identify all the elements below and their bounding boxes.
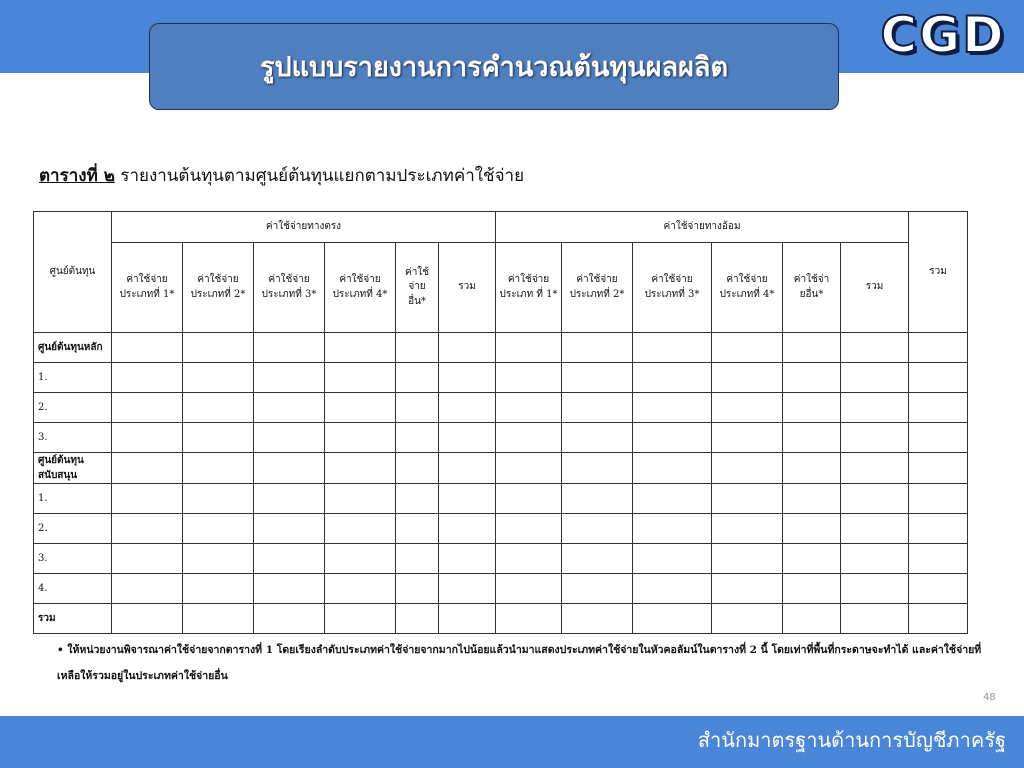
direct-column-header: ค่าใช้ จ่าย อื่น* [396,243,439,333]
table-cell [112,544,183,574]
cgd-logo: CGD [880,6,1006,64]
table-cell [112,393,183,423]
table-cell [841,333,909,363]
row-label: 3. [34,423,112,453]
table-cell [562,363,633,393]
grand-total-header: รวม [909,212,968,333]
table-cell [562,514,633,544]
table-cell [439,453,496,484]
table-cell [254,574,325,604]
table-cell [325,453,396,484]
direct-column-header: ค่าใช้จ่าย ประเภทที่ 4* [325,243,396,333]
table-cell [183,484,254,514]
table-cell [183,393,254,423]
table-cell [633,574,712,604]
table-row [34,453,968,484]
table-cell [496,604,562,634]
table-row [34,604,968,634]
table-cell [783,423,841,453]
table-cell [909,574,968,604]
table-cell [712,453,783,484]
table-cell [112,484,183,514]
table-cell [633,453,712,484]
table-cell [562,423,633,453]
table-caption-label: ตารางที่ ๒ [39,166,115,186]
table-cell [841,363,909,393]
table-cell [496,574,562,604]
table-cell [841,453,909,484]
table-cell [254,333,325,363]
table-cell [841,604,909,634]
table-cell [183,423,254,453]
table-cell [633,393,712,423]
table-cell [496,453,562,484]
table-cell [909,514,968,544]
table-row [34,333,968,363]
table-cell [439,484,496,514]
table-cell [496,363,562,393]
direct-expense-group-header: ค่าใช้จ่ายทางตรง [112,212,496,243]
table-cell [254,423,325,453]
table-cell [325,333,396,363]
table-cell [325,484,396,514]
table-cell [633,333,712,363]
row-label: 4. [34,574,112,604]
table-cell [496,484,562,514]
table-cell [633,544,712,574]
table-cell [396,453,439,484]
table-cell [439,333,496,363]
table-cell [254,544,325,574]
table-cell [562,484,633,514]
table-cell [562,453,633,484]
table-cell [909,604,968,634]
row-label: 2. [34,393,112,423]
row-label: 3. [34,544,112,574]
table-cell [254,393,325,423]
table-cell [562,604,633,634]
table-cell [783,574,841,604]
row-label: ศูนย์ต้นทุนสนับสนุน [34,453,112,484]
table-cell [112,453,183,484]
indirect-column-header: ค่าใช้จ่าย ประเภทที่ 2* [562,243,633,333]
table-row [34,544,968,574]
table-cell [909,393,968,423]
table-cell [325,393,396,423]
table-cell [841,484,909,514]
table-cell [909,333,968,363]
table-row [34,574,968,604]
table-cell [325,604,396,634]
table-cell [439,574,496,604]
table-cell [909,484,968,514]
table-cell [496,544,562,574]
direct-column-header: ค่าใช้จ่าย ประเภทที่ 1* [112,243,183,333]
indirect-column-header: ค่าใช้จ่า ยอื่น* [783,243,841,333]
table-cell [783,333,841,363]
table-cell [712,423,783,453]
table-cell [112,363,183,393]
table-cell [439,423,496,453]
indirect-column-header: ค่าใช้จ่าย ประเภท ที่ 1* [496,243,562,333]
table-row [34,514,968,544]
table-cell [783,453,841,484]
table-cell [396,393,439,423]
table-cell [841,544,909,574]
table-row [34,393,968,423]
table-cell [183,514,254,544]
table-cell [439,514,496,544]
direct-column-header: รวม [439,243,496,333]
table-cell [183,574,254,604]
table-cell [841,423,909,453]
table-cell [112,574,183,604]
table-cell [396,484,439,514]
table-cell [396,333,439,363]
table-cell [712,544,783,574]
table-footnote: • ให้หน่วยงานพิจารณาค่าใช้จ่ายจากตารางที่ 1 โดยเรียงลำดับประเภทค่าใช้จ่ายจากมากไปน้อยแล้วนำมาแสดงประเภทค่าใช้จ่ายในหัวคอลัมน์ในตารางที่ 2 นี้ โดยเท่าที่พื้นที่กระดาษจะทำได้ และค่าใช้จ่ายที่เหลือให้รวมอยู่ในประเภทค่าใช้จ่ายอื่น [57,644,982,682]
table-cell [325,423,396,453]
table-cell [183,604,254,634]
footer-org-name: สำนักมาตรฐานด้านการบัญชีภาครัฐ [697,728,1006,752]
table-cell [783,393,841,423]
table-cell [396,604,439,634]
table-cell [909,544,968,574]
table-cell [783,544,841,574]
table-caption-text: รายงานต้นทุนตามศูนย์ต้นทุนแยกตามประเภทค่าใช้จ่าย [114,166,525,186]
table-cell [562,544,633,574]
table-cell [396,514,439,544]
table-cell [112,423,183,453]
table-cell [254,604,325,634]
cost-report-table [33,211,968,634]
table-cell [112,514,183,544]
table-cell [496,514,562,544]
table-cell [909,363,968,393]
table-cell [633,514,712,544]
table-cell [254,514,325,544]
row-label: 1. [34,363,112,393]
table-cell [325,544,396,574]
table-cell [562,333,633,363]
table-cell [439,604,496,634]
table-cell [712,574,783,604]
table-cell [909,453,968,484]
table-cell [112,333,183,363]
table-cell [783,514,841,544]
table-row [34,363,968,393]
table-cell [325,514,396,544]
table-cell [841,514,909,544]
table-cell [112,604,183,634]
table-cell [325,363,396,393]
indirect-column-header: ค่าใช้จ่าย ประเภทที่ 3* [633,243,712,333]
row-label: 1. [34,484,112,514]
table-cell [325,574,396,604]
table-cell [783,604,841,634]
table-cell [909,423,968,453]
table-cell [712,484,783,514]
table-cell [562,574,633,604]
table-cell [183,333,254,363]
table-cell [712,333,783,363]
table-caption [39,162,524,189]
direct-column-header: ค่าใช้จ่าย ประเภทที่ 3* [254,243,325,333]
table-cell [496,333,562,363]
indirect-expense-group-header: ค่าใช้จ่ายทางอ้อม [496,212,909,243]
indirect-column-header: ค่าใช้จ่าย ประเภทที่ 4* [712,243,783,333]
table-cell [633,423,712,453]
table-cell [841,393,909,423]
table-cell [712,393,783,423]
row-label: รวม [34,604,112,634]
page-number: 48 [983,692,996,703]
table-cell [183,453,254,484]
cost-center-header: ศูนย์ต้นทุน [34,212,112,333]
table-cell [712,604,783,634]
table-row [34,484,968,514]
table-cell [396,363,439,393]
table-cell [783,484,841,514]
table-cell [439,363,496,393]
table-cell [633,363,712,393]
table-cell [496,423,562,453]
table-cell [183,363,254,393]
indirect-column-header: รวม [841,243,909,333]
table-cell [496,393,562,423]
table-cell [254,453,325,484]
table-cell [783,363,841,393]
table-cell [712,363,783,393]
slide-title: รูปแบบรายงานการคำนวณต้นทุนผลผลิต [149,23,839,110]
table-cell [439,544,496,574]
row-label: 2. [34,514,112,544]
table-cell [396,574,439,604]
table-cell [183,544,254,574]
table-cell [396,544,439,574]
table-row [34,423,968,453]
table-cell [254,363,325,393]
row-label: ศูนย์ต้นทุนหลัก [34,333,112,363]
table-cell [841,574,909,604]
table-cell [396,423,439,453]
direct-column-header: ค่าใช้จ่าย ประเภทที่ 2* [183,243,254,333]
table-cell [633,604,712,634]
table-cell [254,484,325,514]
table-cell [633,484,712,514]
table-cell [712,514,783,544]
table-cell [439,393,496,423]
table-cell [562,393,633,423]
